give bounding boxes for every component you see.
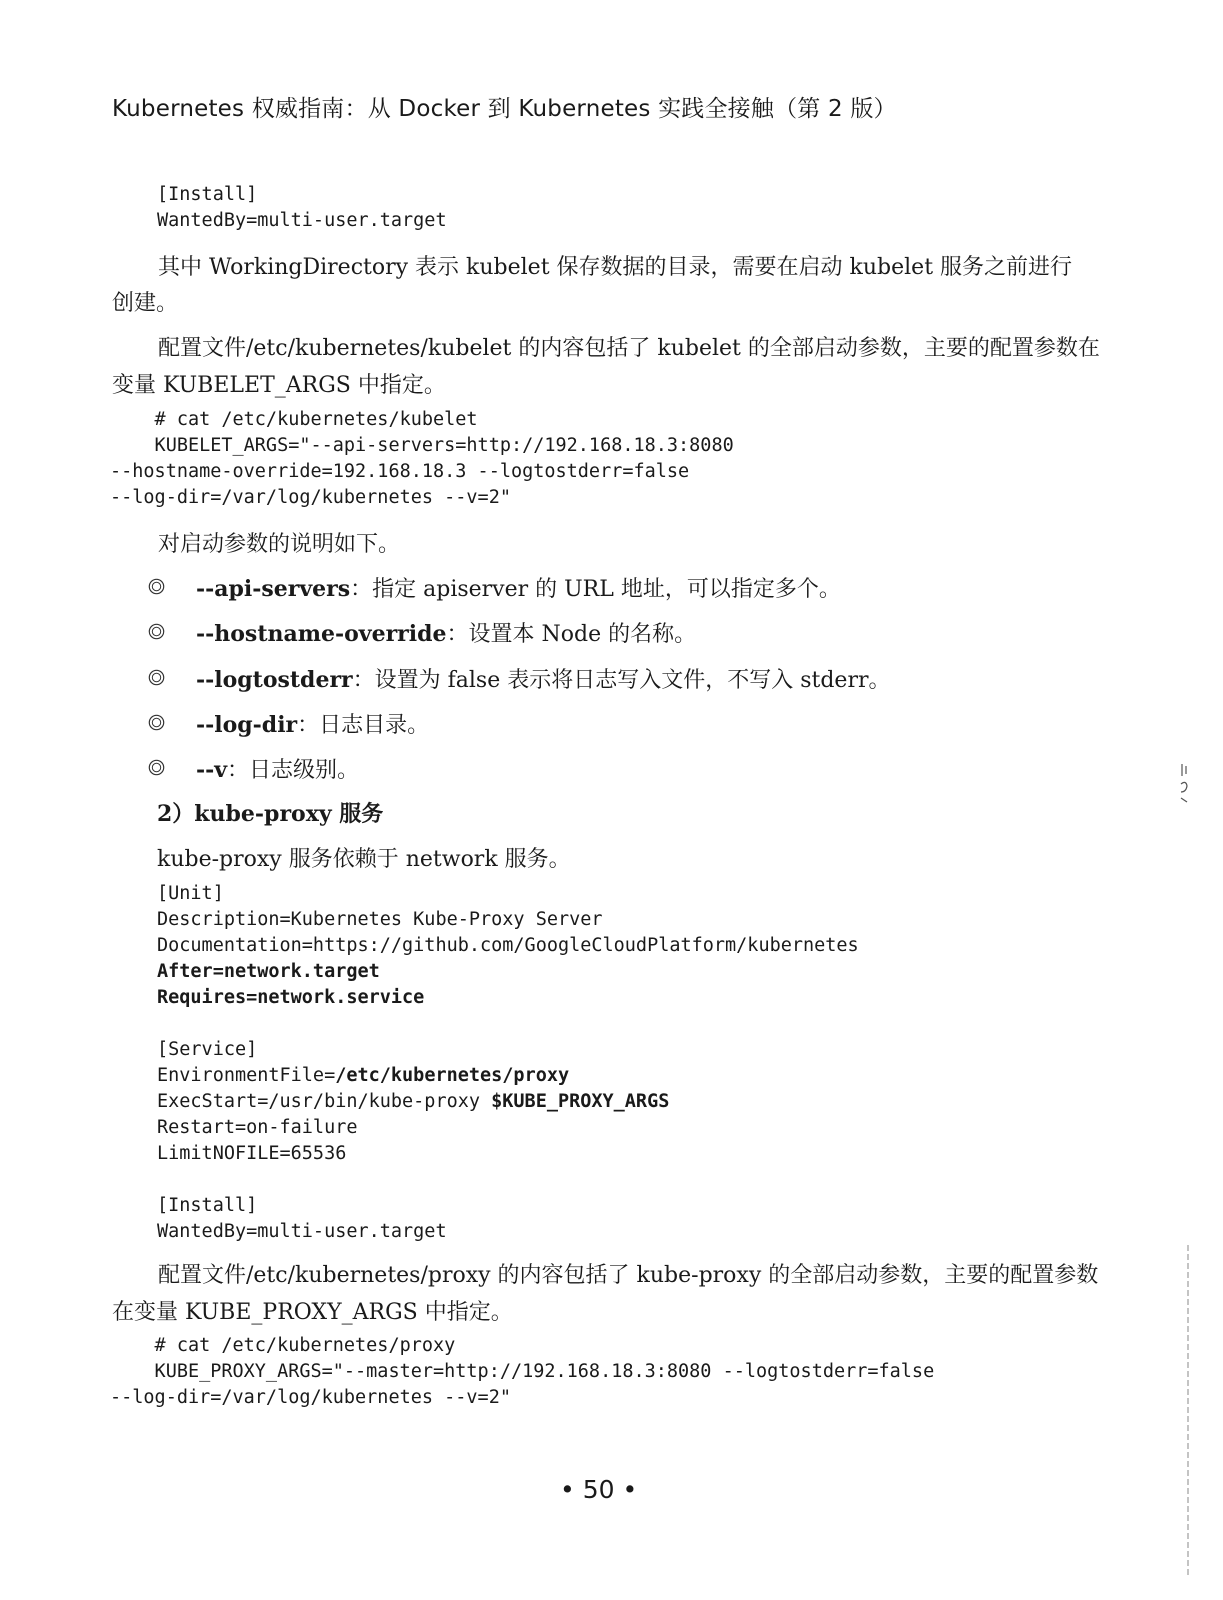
code-line: --hostname-override=192.168.18.3 --logtostderr=false	[110, 461, 690, 482]
list-item-text	[196, 663, 890, 694]
code-line-bold: Requires=network.service	[157, 987, 425, 1008]
param-desc: ：指定 apiserver 的 URL 地址，可以指定多个。	[350, 577, 841, 602]
circle-bullet-icon	[148, 714, 165, 731]
code-line: # cat /etc/kubernetes/kubelet	[110, 409, 478, 430]
param-term: --api-servers	[196, 576, 351, 602]
list-item-text	[196, 617, 696, 648]
code-line: WantedBy=multi-user.target	[157, 210, 447, 231]
code-line: --log-dir=/var/log/kubernetes --v=2"	[110, 1387, 511, 1408]
code-block-kubelet-args	[110, 407, 734, 511]
list-item-text	[196, 708, 429, 739]
code-line: LimitNOFILE=65536	[157, 1143, 347, 1164]
code-line: Description=Kubernetes Kube-Proxy Server	[157, 909, 603, 930]
page-edge-line	[1187, 1245, 1189, 1575]
param-term: --logtostderr	[196, 667, 353, 693]
list-item-text	[196, 753, 359, 784]
code-line: [Install]	[157, 184, 258, 205]
code-line: KUBELET_ARGS="--api-servers=http://192.168.18.3:8080	[110, 435, 734, 456]
circle-bullet-icon	[148, 669, 165, 686]
param-term: --log-dir	[196, 712, 298, 738]
code-line-bold: After=network.target	[157, 961, 380, 982]
code-line: ExecStart=/usr/bin/kube-proxy	[157, 1091, 492, 1112]
param-desc: ：日志目录。	[297, 713, 430, 738]
code-line: --log-dir=/var/log/kubernetes --v=2"	[110, 487, 511, 508]
paragraph-kube-proxy-depends: kube-proxy 服务依赖于 network 服务。	[157, 847, 571, 872]
params-intro: 对启动参数的说明如下。	[158, 532, 401, 557]
code-line: WantedBy=multi-user.target	[157, 1221, 447, 1242]
code-line: [Install]	[157, 1195, 258, 1216]
margin-scan-mark	[1178, 762, 1190, 806]
code-bold-value: $KUBE_PROXY_ARGS	[491, 1091, 670, 1112]
param-term: --hostname-override	[196, 621, 447, 647]
page-number: • 50 •	[560, 1475, 638, 1504]
code-line: # cat /etc/kubernetes/proxy	[110, 1335, 456, 1356]
paragraph-kubelet-config-line1: 配置文件/etc/kubernetes/kubelet 的内容包括了 kubelet 的全部启动参数，主要的配置参数在	[158, 336, 1100, 361]
paragraph-proxy-config-line2: 在变量 KUBE_PROXY_ARGS 中指定。	[112, 1300, 513, 1325]
running-header: Kubernetes 权威指南：从 Docker 到 Kubernetes 实践全接触（第 2 版）	[112, 96, 897, 122]
code-line: Restart=on-failure	[157, 1117, 358, 1138]
paragraph-proxy-config-line1: 配置文件/etc/kubernetes/proxy 的内容包括了 kube-proxy 的全部启动参数，主要的配置参数	[158, 1263, 1099, 1288]
param-desc: ：日志级别。	[227, 758, 360, 783]
circle-bullet-icon	[148, 623, 165, 640]
code-line: KUBE_PROXY_ARGS="--master=http://192.168.18.3:8080 --logtostderr=false	[110, 1361, 935, 1382]
param-term: --v	[196, 757, 228, 783]
paragraph-kubelet-config-line2: 变量 KUBELET_ARGS 中指定。	[112, 373, 446, 398]
param-desc: ：设置本 Node 的名称。	[446, 622, 697, 647]
paragraph-workingdirectory-line1: 其中 WorkingDirectory 表示 kubelet 保存数据的目录，需要在启动 kubelet 服务之前进行	[158, 255, 1073, 280]
code-line: [Service]	[157, 1039, 258, 1060]
code-line: Documentation=https://github.com/GoogleCloudPlatform/kubernetes	[157, 935, 859, 956]
paragraph-workingdirectory-line2: 创建。	[112, 291, 179, 316]
code-line: EnvironmentFile=	[157, 1065, 336, 1086]
circle-bullet-icon	[148, 578, 165, 595]
code-block-kube-proxy-service	[157, 881, 859, 1245]
circle-bullet-icon	[148, 759, 165, 776]
code-line: [Unit]	[157, 883, 224, 904]
code-block-proxy-args	[110, 1333, 934, 1411]
code-bold-value: /etc/kubernetes/proxy	[335, 1065, 570, 1086]
param-desc: ：设置为 false 表示将日志写入文件，不写入 stderr。	[352, 668, 891, 693]
section-heading: 2）kube-proxy 服务	[157, 801, 384, 827]
code-block-install	[157, 182, 447, 234]
list-item-text	[196, 572, 841, 603]
